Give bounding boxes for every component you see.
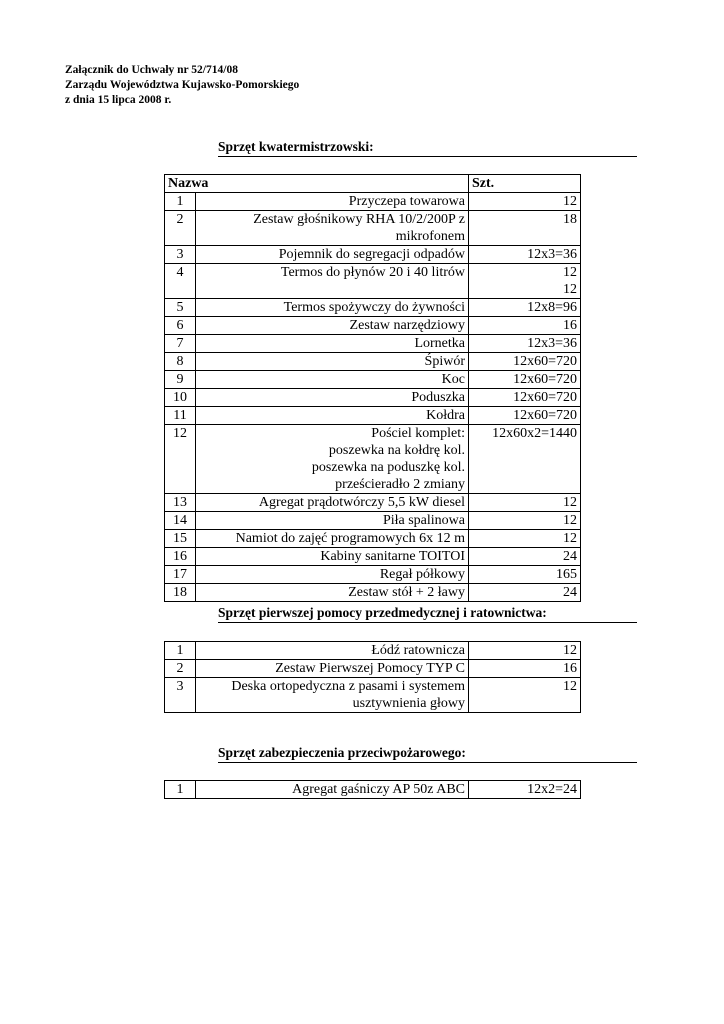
item-quantity-line: 12 — [563, 265, 577, 280]
item-quantity-line: 12x3=36 — [527, 336, 577, 351]
item-quantity — [469, 407, 581, 425]
item-name — [196, 566, 469, 584]
item-name — [196, 530, 469, 548]
row-number: 9 — [165, 371, 196, 389]
item-quantity-line: 12x60=720 — [513, 408, 577, 423]
table-row — [165, 211, 581, 246]
header-line-date: z dnia 15 lipca 2008 r. — [65, 94, 172, 106]
item-quantity — [469, 211, 581, 246]
item-quantity-line: 12x60x2=1440 — [492, 426, 577, 441]
item-name — [196, 678, 469, 713]
item-quantity — [469, 317, 581, 335]
item-name-line: Koc — [441, 372, 465, 387]
table-row — [165, 299, 581, 317]
row-number: 5 — [165, 299, 196, 317]
fire-protection-equipment-table — [164, 780, 581, 799]
item-name-line: Zestaw stół + 2 ławy — [348, 585, 465, 600]
row-number: 16 — [165, 548, 196, 566]
row-number: 13 — [165, 494, 196, 512]
item-name — [196, 299, 469, 317]
item-quantity-line: 16 — [563, 661, 577, 676]
row-number: 2 — [165, 660, 196, 678]
row-number: 3 — [165, 678, 196, 713]
item-name-line: Regał półkowy — [379, 567, 465, 582]
item-quantity — [469, 246, 581, 264]
item-name — [196, 193, 469, 211]
item-name-line: usztywnienia głowy — [352, 696, 465, 711]
item-name — [196, 246, 469, 264]
item-name-line: Agregat gaśniczy AP 50z ABC — [292, 782, 465, 797]
item-quantity — [469, 678, 581, 713]
item-name — [196, 264, 469, 299]
section-title-first-aid: Sprzęt pierwszej pomocy przedmedycznej i ratownictwa: — [218, 605, 637, 623]
row-number: 12 — [165, 425, 196, 494]
table-row — [165, 781, 581, 799]
row-number: 14 — [165, 512, 196, 530]
item-name — [196, 407, 469, 425]
item-quantity — [469, 642, 581, 660]
item-name — [196, 389, 469, 407]
row-number: 4 — [165, 264, 196, 299]
item-quantity-line: 12x3=36 — [527, 247, 577, 262]
item-name — [196, 371, 469, 389]
item-name — [196, 584, 469, 602]
table-row — [165, 193, 581, 211]
table-row — [165, 678, 581, 713]
item-name — [196, 335, 469, 353]
item-name-line: poszewka na kołdrę kol. — [328, 443, 465, 458]
item-quantity — [469, 494, 581, 512]
row-number: 1 — [165, 193, 196, 211]
table-row — [165, 512, 581, 530]
item-name-line: Termos spożywczy do żywności — [283, 300, 465, 315]
section-title-quartermaster: Sprzęt kwatermistrzowski: — [218, 139, 637, 157]
item-name-line: prześcieradło 2 zmiany — [335, 477, 465, 492]
first-aid-equipment-table — [164, 641, 581, 713]
item-quantity-line: 12 — [563, 282, 577, 297]
item-quantity-line: 18 — [563, 212, 577, 227]
item-quantity — [469, 299, 581, 317]
item-quantity — [469, 353, 581, 371]
row-number: 7 — [165, 335, 196, 353]
item-quantity-line: 12x60=720 — [513, 372, 577, 387]
column-header-qty: Szt. — [469, 175, 581, 193]
item-quantity — [469, 335, 581, 353]
document-header — [65, 63, 299, 108]
section-title-fire-protection: Sprzęt zabezpieczenia przeciwpożarowego: — [218, 745, 637, 763]
item-name-line: Deska ortopedyczna z pasami i systemem — [231, 679, 465, 694]
item-quantity-line: 12 — [563, 194, 577, 209]
item-quantity-line: 16 — [563, 318, 577, 333]
table-row — [165, 660, 581, 678]
item-quantity-line: 12 — [563, 643, 577, 658]
row-number: 6 — [165, 317, 196, 335]
table-row — [165, 494, 581, 512]
item-name — [196, 512, 469, 530]
item-quantity — [469, 512, 581, 530]
item-name-line: Lornetka — [414, 336, 465, 351]
item-name-line: Zestaw Pierwszej Pomocy TYP C — [275, 661, 465, 676]
item-name — [196, 353, 469, 371]
item-quantity-line: 12x8=96 — [527, 300, 577, 315]
item-name-line: Kołdra — [426, 408, 465, 423]
item-quantity-line: 165 — [556, 567, 577, 582]
item-name — [196, 660, 469, 678]
item-name-line: Kabiny sanitarne TOITOI — [320, 549, 465, 564]
row-number: 1 — [165, 642, 196, 660]
row-number: 17 — [165, 566, 196, 584]
item-quantity — [469, 660, 581, 678]
item-quantity-line: 24 — [563, 549, 577, 564]
table-row — [165, 642, 581, 660]
item-quantity-line: 12x60=720 — [513, 354, 577, 369]
item-quantity-line: 12x2=24 — [527, 782, 577, 797]
item-quantity — [469, 264, 581, 299]
header-line-resolution: Załącznik do Uchwały nr 52/714/08 — [65, 64, 238, 76]
item-name-line: Piła spalinowa — [382, 513, 465, 528]
item-quantity-line: 12 — [563, 679, 577, 694]
item-name-line: Śpiwór — [424, 354, 465, 369]
item-name-line: Zestaw głośnikowy RHA 10/2/200P z — [253, 212, 465, 227]
item-quantity-line: 24 — [563, 585, 577, 600]
row-number: 1 — [165, 781, 196, 799]
item-quantity — [469, 584, 581, 602]
item-name-line: Agregat prądotwórczy 5,5 kW diesel — [258, 495, 465, 510]
table-row — [165, 353, 581, 371]
item-name — [196, 781, 469, 799]
table-row — [165, 335, 581, 353]
header-line-board: Zarządu Województwa Kujawsko-Pomorskiego — [65, 79, 300, 91]
table-row — [165, 317, 581, 335]
item-quantity — [469, 530, 581, 548]
table-row — [165, 566, 581, 584]
item-quantity — [469, 548, 581, 566]
row-number: 3 — [165, 246, 196, 264]
item-name-line: Poduszka — [411, 390, 465, 405]
item-name-line: mikrofonem — [395, 229, 465, 244]
item-name — [196, 642, 469, 660]
row-number: 11 — [165, 407, 196, 425]
item-quantity-line: 12 — [563, 495, 577, 510]
row-number: 18 — [165, 584, 196, 602]
item-name-line: Łódź ratownicza — [371, 643, 465, 658]
item-name-line: Termos do płynów 20 i 40 litrów — [280, 265, 465, 280]
table-row — [165, 371, 581, 389]
item-quantity — [469, 193, 581, 211]
item-name-line: poszewka na poduszkę kol. — [311, 460, 465, 475]
row-number: 15 — [165, 530, 196, 548]
table-row — [165, 584, 581, 602]
item-name-line: Pościel komplet: — [371, 426, 465, 441]
item-name — [196, 425, 469, 494]
item-quantity-line: 12 — [563, 513, 577, 528]
table-row — [165, 389, 581, 407]
item-quantity — [469, 781, 581, 799]
row-number: 10 — [165, 389, 196, 407]
item-quantity — [469, 371, 581, 389]
table-row — [165, 530, 581, 548]
item-name — [196, 317, 469, 335]
column-header-name: Nazwa — [165, 175, 469, 193]
quartermaster-equipment-table — [164, 174, 581, 602]
item-quantity-line: 12 — [563, 531, 577, 546]
table-row — [165, 264, 581, 299]
row-number: 2 — [165, 211, 196, 246]
item-quantity — [469, 425, 581, 494]
item-name — [196, 548, 469, 566]
item-name — [196, 211, 469, 246]
table-header-row — [165, 175, 581, 193]
item-name-line: Przyczepa towarowa — [348, 194, 465, 209]
item-name-line: Namiot do zajęć programowych 6x 12 m — [235, 531, 465, 546]
table-row — [165, 425, 581, 494]
item-name — [196, 494, 469, 512]
item-quantity-line: 12x60=720 — [513, 390, 577, 405]
table-row — [165, 407, 581, 425]
row-number: 8 — [165, 353, 196, 371]
item-quantity — [469, 389, 581, 407]
item-quantity — [469, 566, 581, 584]
item-name-line: Pojemnik do segregacji odpadów — [278, 247, 465, 262]
item-name-line: Zestaw narzędziowy — [349, 318, 465, 333]
table-row — [165, 246, 581, 264]
table-row — [165, 548, 581, 566]
